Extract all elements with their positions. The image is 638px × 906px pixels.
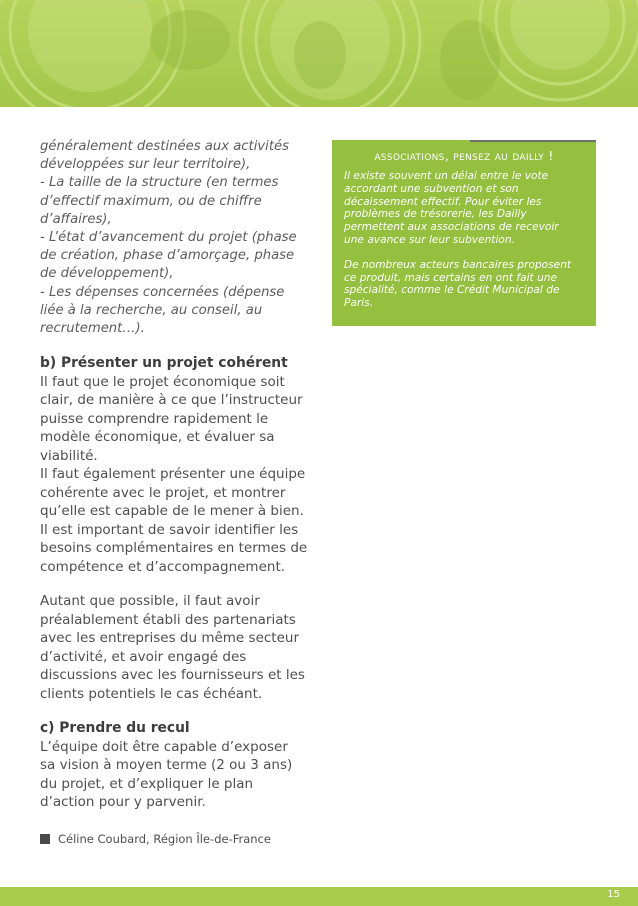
text-line: - Les dépenses concernées (dépense [40, 284, 285, 300]
author-credit [40, 832, 271, 846]
text-line: d’action pour y parvenir. [40, 794, 206, 811]
text-line: d’activité, et avoir engagé des [40, 648, 247, 665]
footer-bar [0, 887, 638, 906]
text-line: ce produit, mais certains en ont fait une [344, 271, 558, 284]
section-b-paragraph-2 [40, 592, 315, 703]
callout-box [332, 140, 596, 326]
text-line: accordant une subvention et son [344, 182, 519, 195]
text-line: spécialité, comme le Crédit Municipal de [344, 284, 560, 297]
text-line: Il existe souvent un délai entre le vote [344, 170, 549, 182]
square-bullet-icon [40, 834, 50, 844]
text-line: L’équipe doit être capable d’exposer [40, 738, 288, 755]
text-line: problèmes de trésorerie, les Dailly [344, 208, 527, 221]
text-line: cohérente avec le projet, et montrer [40, 484, 286, 501]
section-b-paragraph-1 [40, 373, 315, 577]
section-c-heading: c) Prendre du recul [40, 720, 190, 737]
text-line: Il faut également présenter une équipe [40, 466, 306, 483]
text-line: Paris. [344, 297, 374, 310]
text-line: Il faut que le projet économique soit [40, 373, 285, 390]
text-line: d’affaires), [40, 211, 112, 227]
section-b-heading: b) Présenter un projet cohérent [40, 355, 288, 372]
text-line: - La taille de la structure (en termes [40, 175, 279, 191]
text-line: puisse comprendre rapidement le [40, 410, 269, 427]
text-line: du projet, et d’expliquer le plan [40, 775, 254, 792]
text-line: Autant que possible, il faut avoir [40, 593, 260, 610]
text-line: viabilité. [40, 447, 98, 464]
text-line: - L’état d’avancement du projet (phase [40, 230, 297, 246]
page-number: 15 [607, 889, 620, 900]
coins-illustration [0, 0, 638, 107]
callout-content [344, 170, 590, 310]
text-line: recrutement…). [40, 321, 145, 337]
text-line: discussions avec les fournisseurs et les [40, 667, 305, 684]
text-line: sa vision à moyen terme (2 ou 3 ans) [40, 757, 293, 774]
left-column [40, 138, 315, 812]
text-line: liée à la recherche, au conseil, au [40, 302, 263, 318]
text-line: compétence et d’accompagnement. [40, 558, 286, 575]
callout-title: associations, pensez au dailly ! [374, 148, 554, 163]
text-line: qu’elle est capable de le mener à bien. [40, 503, 304, 520]
text-line: besoins complémentaires en termes de [40, 540, 308, 557]
text-line: clients potentiels le cas échéant. [40, 685, 263, 702]
text-line: généralement destinées aux activités [40, 139, 289, 154]
header-banner-coins-image [0, 0, 638, 107]
text-line: de développement), [40, 266, 174, 282]
text-line: permettent aux associations de recevoir [344, 221, 559, 234]
callout-top-rule [470, 140, 596, 142]
text-line: De nombreux acteurs bancaires proposent [344, 258, 572, 271]
criteria-list [40, 138, 315, 338]
text-line: préalablement établi des partenariats [40, 611, 296, 628]
text-line: décaissement effectif. Pour éviter les [344, 195, 542, 208]
text-line: clair, de manière à ce que l’instructeur [40, 392, 303, 409]
text-line: développées sur leur territoire), [40, 157, 251, 173]
text-line: de création, phase d’amorçage, phase [40, 248, 295, 264]
text-line: Il est important de savoir identifier les [40, 521, 299, 538]
text-line: avec les entreprises du même secteur [40, 630, 299, 647]
text-line: d’effectif maximum, ou de chiffre [40, 193, 262, 209]
section-c-paragraph [40, 738, 315, 812]
author-name: Céline Coubard, Région Île-de-France [58, 832, 271, 846]
text-line: modèle économique, et évaluer sa [40, 429, 275, 446]
text-line: une avance sur leur subvention. [344, 233, 515, 246]
